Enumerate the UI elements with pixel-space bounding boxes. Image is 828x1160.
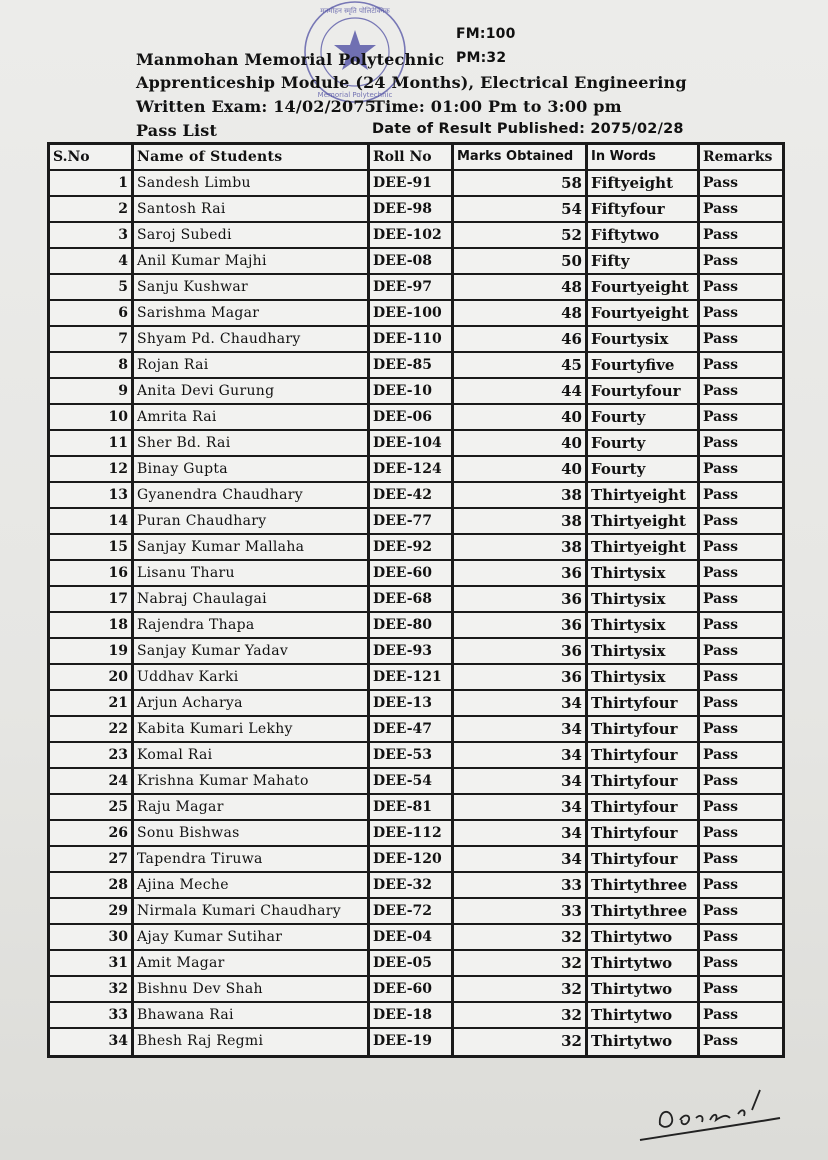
cell-roll: DEE-97 (370, 275, 454, 299)
cell-sno: 10 (50, 405, 134, 429)
cell-marks: 36 (454, 639, 588, 663)
table-row (50, 223, 782, 249)
cell-marks: 33 (454, 899, 588, 923)
cell-roll: DEE-92 (370, 535, 454, 559)
cell-sno: 33 (50, 1003, 134, 1027)
cell-remarks: Pass (700, 171, 782, 195)
table-row (50, 301, 782, 327)
cell-remarks: Pass (700, 639, 782, 663)
cell-remarks: Pass (700, 327, 782, 351)
table-row (50, 899, 782, 925)
cell-name: Bhesh Raj Regmi (134, 1029, 370, 1055)
cell-words: Fiftytwo (588, 223, 700, 247)
cell-sno: 3 (50, 223, 134, 247)
cell-roll: DEE-120 (370, 847, 454, 871)
cell-name: Uddhav Karki (134, 665, 370, 689)
institution-name: Manmohan Memorial Polytechnic (136, 50, 445, 69)
cell-sno: 31 (50, 951, 134, 975)
cell-marks: 34 (454, 821, 588, 845)
cell-sno: 12 (50, 457, 134, 481)
cell-marks: 38 (454, 535, 588, 559)
cell-sno: 25 (50, 795, 134, 819)
cell-roll: DEE-85 (370, 353, 454, 377)
cell-remarks: Pass (700, 1029, 782, 1055)
cell-sno: 7 (50, 327, 134, 351)
cell-roll: DEE-72 (370, 899, 454, 923)
table-row (50, 457, 782, 483)
cell-words: Thirtytwo (588, 925, 700, 949)
cell-roll: DEE-18 (370, 1003, 454, 1027)
cell-remarks: Pass (700, 1003, 782, 1027)
cell-marks: 46 (454, 327, 588, 351)
table-row (50, 405, 782, 431)
cell-marks: 40 (454, 431, 588, 455)
cell-words: Thirtyfour (588, 717, 700, 741)
table-header-row (50, 145, 782, 171)
cell-roll: DEE-06 (370, 405, 454, 429)
cell-sno: 22 (50, 717, 134, 741)
cell-sno: 14 (50, 509, 134, 533)
table-row (50, 613, 782, 639)
cell-words: Fourtyfive (588, 353, 700, 377)
cell-words: Fourty (588, 431, 700, 455)
cell-remarks: Pass (700, 223, 782, 247)
cell-roll: DEE-98 (370, 197, 454, 221)
cell-roll: DEE-93 (370, 639, 454, 663)
cell-name: Sandesh Limbu (134, 171, 370, 195)
cell-marks: 36 (454, 613, 588, 637)
table-row (50, 691, 782, 717)
cell-marks: 34 (454, 795, 588, 819)
table-row (50, 639, 782, 665)
pass-list-table (47, 142, 785, 1058)
cell-words: Thirtyfour (588, 769, 700, 793)
cell-sno: 2 (50, 197, 134, 221)
cell-roll: DEE-53 (370, 743, 454, 767)
cell-remarks: Pass (700, 301, 782, 325)
exam-date: Written Exam: 14/02/2075 (136, 97, 376, 116)
cell-remarks: Pass (700, 431, 782, 455)
cell-remarks: Pass (700, 249, 782, 273)
cell-name: Shyam Pd. Chaudhary (134, 327, 370, 351)
cell-sno: 23 (50, 743, 134, 767)
table-row (50, 509, 782, 535)
table-row (50, 925, 782, 951)
table-row (50, 483, 782, 509)
cell-remarks: Pass (700, 405, 782, 429)
cell-remarks: Pass (700, 899, 782, 923)
table-row (50, 977, 782, 1003)
cell-marks: 48 (454, 301, 588, 325)
cell-name: Kabita Kumari Lekhy (134, 717, 370, 741)
cell-roll: DEE-110 (370, 327, 454, 351)
cell-sno: 1 (50, 171, 134, 195)
cell-words: Thirtyeight (588, 509, 700, 533)
cell-roll: DEE-04 (370, 925, 454, 949)
cell-name: Saroj Subedi (134, 223, 370, 247)
cell-words: Thirtyeight (588, 483, 700, 507)
cell-marks: 36 (454, 587, 588, 611)
table-row (50, 951, 782, 977)
cell-remarks: Pass (700, 743, 782, 767)
cell-marks: 36 (454, 665, 588, 689)
cell-words: Fourtyeight (588, 275, 700, 299)
cell-marks: 52 (454, 223, 588, 247)
cell-marks: 32 (454, 1029, 588, 1055)
cell-words: Thirtysix (588, 665, 700, 689)
cell-name: Ajay Kumar Sutihar (134, 925, 370, 949)
full-marks: FM:100 (456, 26, 516, 42)
pass-marks: PM:32 (456, 50, 507, 66)
table-row (50, 171, 782, 197)
cell-words: Fifty (588, 249, 700, 273)
cell-marks: 58 (454, 171, 588, 195)
cell-words: Thirtyeight (588, 535, 700, 559)
cell-name: Ajina Meche (134, 873, 370, 897)
cell-words: Thirtyfour (588, 847, 700, 871)
cell-marks: 34 (454, 847, 588, 871)
table-row (50, 717, 782, 743)
cell-name: Anil Kumar Majhi (134, 249, 370, 273)
cell-remarks: Pass (700, 977, 782, 1001)
column-header-remarks: Remarks (700, 145, 782, 169)
table-body (50, 171, 782, 1055)
cell-name: Raju Magar (134, 795, 370, 819)
cell-name: Sher Bd. Rai (134, 431, 370, 455)
cell-marks: 45 (454, 353, 588, 377)
cell-remarks: Pass (700, 717, 782, 741)
cell-words: Fourty (588, 405, 700, 429)
svg-text:मनमोहन स्मृति पोलिटेक्निक: मनमोहन स्मृति पोलिटेक्निक (320, 7, 390, 15)
cell-sno: 29 (50, 899, 134, 923)
cell-remarks: Pass (700, 847, 782, 871)
cell-roll: DEE-124 (370, 457, 454, 481)
cell-roll: DEE-80 (370, 613, 454, 637)
table-row (50, 587, 782, 613)
cell-marks: 32 (454, 1003, 588, 1027)
cell-words: Thirtysix (588, 561, 700, 585)
cell-remarks: Pass (700, 873, 782, 897)
cell-marks: 40 (454, 405, 588, 429)
cell-remarks: Pass (700, 691, 782, 715)
cell-marks: 34 (454, 769, 588, 793)
column-header-words: In Words (588, 145, 700, 169)
cell-sno: 8 (50, 353, 134, 377)
column-header-sno: S.No (50, 145, 134, 169)
cell-name: Amrita Rai (134, 405, 370, 429)
column-header-name: Name of Students (134, 145, 370, 169)
cell-roll: DEE-60 (370, 561, 454, 585)
table-row (50, 353, 782, 379)
cell-words: Fourtyeight (588, 301, 700, 325)
cell-name: Puran Chaudhary (134, 509, 370, 533)
cell-remarks: Pass (700, 821, 782, 845)
cell-name: Sarishma Magar (134, 301, 370, 325)
cell-marks: 50 (454, 249, 588, 273)
cell-sno: 16 (50, 561, 134, 585)
cell-name: Bhawana Rai (134, 1003, 370, 1027)
cell-name: Rojan Rai (134, 353, 370, 377)
cell-words: Fourty (588, 457, 700, 481)
cell-remarks: Pass (700, 665, 782, 689)
table-row (50, 431, 782, 457)
signature-mark (630, 1080, 790, 1150)
cell-marks: 34 (454, 717, 588, 741)
cell-sno: 18 (50, 613, 134, 637)
cell-remarks: Pass (700, 379, 782, 403)
cell-name: Komal Rai (134, 743, 370, 767)
cell-words: Thirtyfour (588, 691, 700, 715)
cell-roll: DEE-77 (370, 509, 454, 533)
cell-remarks: Pass (700, 769, 782, 793)
cell-remarks: Pass (700, 509, 782, 533)
cell-sno: 15 (50, 535, 134, 559)
cell-marks: 36 (454, 561, 588, 585)
cell-words: Thirtyfour (588, 743, 700, 767)
cell-sno: 5 (50, 275, 134, 299)
cell-remarks: Pass (700, 561, 782, 585)
cell-sno: 9 (50, 379, 134, 403)
cell-roll: DEE-121 (370, 665, 454, 689)
exam-time: Time: 01:00 Pm to 3:00 pm (373, 97, 622, 116)
cell-name: Sanju Kushwar (134, 275, 370, 299)
cell-name: Tapendra Tiruwa (134, 847, 370, 871)
cell-name: Sanjay Kumar Yadav (134, 639, 370, 663)
cell-name: Santosh Rai (134, 197, 370, 221)
table-row (50, 847, 782, 873)
cell-sno: 28 (50, 873, 134, 897)
cell-marks: 34 (454, 743, 588, 767)
table-row (50, 873, 782, 899)
cell-sno: 6 (50, 301, 134, 325)
cell-sno: 4 (50, 249, 134, 273)
cell-roll: DEE-102 (370, 223, 454, 247)
cell-words: Thirtytwo (588, 1029, 700, 1055)
cell-sno: 13 (50, 483, 134, 507)
column-header-roll: Roll No (370, 145, 454, 169)
cell-words: Fourtyfour (588, 379, 700, 403)
cell-words: Fiftyfour (588, 197, 700, 221)
table-row (50, 249, 782, 275)
cell-remarks: Pass (700, 951, 782, 975)
cell-roll: DEE-42 (370, 483, 454, 507)
cell-marks: 34 (454, 691, 588, 715)
cell-words: Thirtytwo (588, 977, 700, 1001)
cell-marks: 44 (454, 379, 588, 403)
cell-name: Rajendra Thapa (134, 613, 370, 637)
table-row (50, 769, 782, 795)
cell-words: Thirtysix (588, 587, 700, 611)
cell-name: Bishnu Dev Shah (134, 977, 370, 1001)
cell-marks: 54 (454, 197, 588, 221)
cell-marks: 33 (454, 873, 588, 897)
cell-name: Sonu Bishwas (134, 821, 370, 845)
cell-sno: 21 (50, 691, 134, 715)
cell-sno: 26 (50, 821, 134, 845)
table-row (50, 743, 782, 769)
cell-roll: DEE-10 (370, 379, 454, 403)
column-header-marks: Marks Obtained (454, 145, 588, 169)
cell-name: Sanjay Kumar Mallaha (134, 535, 370, 559)
cell-remarks: Pass (700, 795, 782, 819)
cell-remarks: Pass (700, 613, 782, 637)
cell-remarks: Pass (700, 275, 782, 299)
table-row (50, 821, 782, 847)
cell-sno: 24 (50, 769, 134, 793)
cell-name: Arjun Acharya (134, 691, 370, 715)
cell-name: Gyanendra Chaudhary (134, 483, 370, 507)
cell-marks: 38 (454, 509, 588, 533)
cell-words: Thirtythree (588, 873, 700, 897)
table-row (50, 795, 782, 821)
cell-words: Thirtysix (588, 613, 700, 637)
table-row (50, 665, 782, 691)
cell-remarks: Pass (700, 925, 782, 949)
cell-sno: 11 (50, 431, 134, 455)
cell-marks: 40 (454, 457, 588, 481)
cell-words: Thirtytwo (588, 1003, 700, 1027)
table-row (50, 197, 782, 223)
cell-marks: 48 (454, 275, 588, 299)
cell-name: Lisanu Tharu (134, 561, 370, 585)
cell-sno: 20 (50, 665, 134, 689)
cell-words: Thirtysix (588, 639, 700, 663)
table-row (50, 379, 782, 405)
cell-name: Anita Devi Gurung (134, 379, 370, 403)
cell-roll: DEE-68 (370, 587, 454, 611)
cell-roll: DEE-112 (370, 821, 454, 845)
cell-sno: 34 (50, 1029, 134, 1055)
cell-remarks: Pass (700, 535, 782, 559)
table-row (50, 327, 782, 353)
cell-sno: 32 (50, 977, 134, 1001)
cell-remarks: Pass (700, 353, 782, 377)
cell-roll: DEE-47 (370, 717, 454, 741)
cell-roll: DEE-08 (370, 249, 454, 273)
cell-words: Fiftyeight (588, 171, 700, 195)
cell-name: Nabraj Chaulagai (134, 587, 370, 611)
cell-words: Fourtysix (588, 327, 700, 351)
result-published-date: Date of Result Published: 2075/02/28 (372, 121, 684, 137)
cell-remarks: Pass (700, 587, 782, 611)
cell-marks: 32 (454, 951, 588, 975)
cell-sno: 19 (50, 639, 134, 663)
svg-text:Memorial Polytechnic: Memorial Polytechnic (317, 91, 393, 99)
cell-remarks: Pass (700, 457, 782, 481)
list-title: Pass List (136, 121, 218, 140)
cell-roll: DEE-13 (370, 691, 454, 715)
cell-marks: 38 (454, 483, 588, 507)
cell-roll: DEE-32 (370, 873, 454, 897)
cell-name: Krishna Kumar Mahato (134, 769, 370, 793)
cell-words: Thirtythree (588, 899, 700, 923)
cell-name: Binay Gupta (134, 457, 370, 481)
cell-roll: DEE-91 (370, 171, 454, 195)
cell-roll: DEE-19 (370, 1029, 454, 1055)
cell-marks: 32 (454, 925, 588, 949)
cell-name: Nirmala Kumari Chaudhary (134, 899, 370, 923)
cell-remarks: Pass (700, 197, 782, 221)
table-row (50, 1003, 782, 1029)
cell-marks: 32 (454, 977, 588, 1001)
cell-roll: DEE-60 (370, 977, 454, 1001)
cell-name: Amit Magar (134, 951, 370, 975)
cell-roll: DEE-100 (370, 301, 454, 325)
table-row (50, 275, 782, 301)
table-row (50, 561, 782, 587)
table-row (50, 1029, 782, 1055)
cell-remarks: Pass (700, 483, 782, 507)
cell-sno: 17 (50, 587, 134, 611)
program-title: Apprenticeship Module (24 Months), Electrical Engineering (136, 73, 687, 92)
cell-sno: 27 (50, 847, 134, 871)
cell-roll: DEE-54 (370, 769, 454, 793)
cell-words: Thirtyfour (588, 821, 700, 845)
cell-roll: DEE-05 (370, 951, 454, 975)
cell-words: Thirtytwo (588, 951, 700, 975)
cell-sno: 30 (50, 925, 134, 949)
cell-roll: DEE-81 (370, 795, 454, 819)
table-row (50, 535, 782, 561)
cell-roll: DEE-104 (370, 431, 454, 455)
cell-words: Thirtyfour (588, 795, 700, 819)
